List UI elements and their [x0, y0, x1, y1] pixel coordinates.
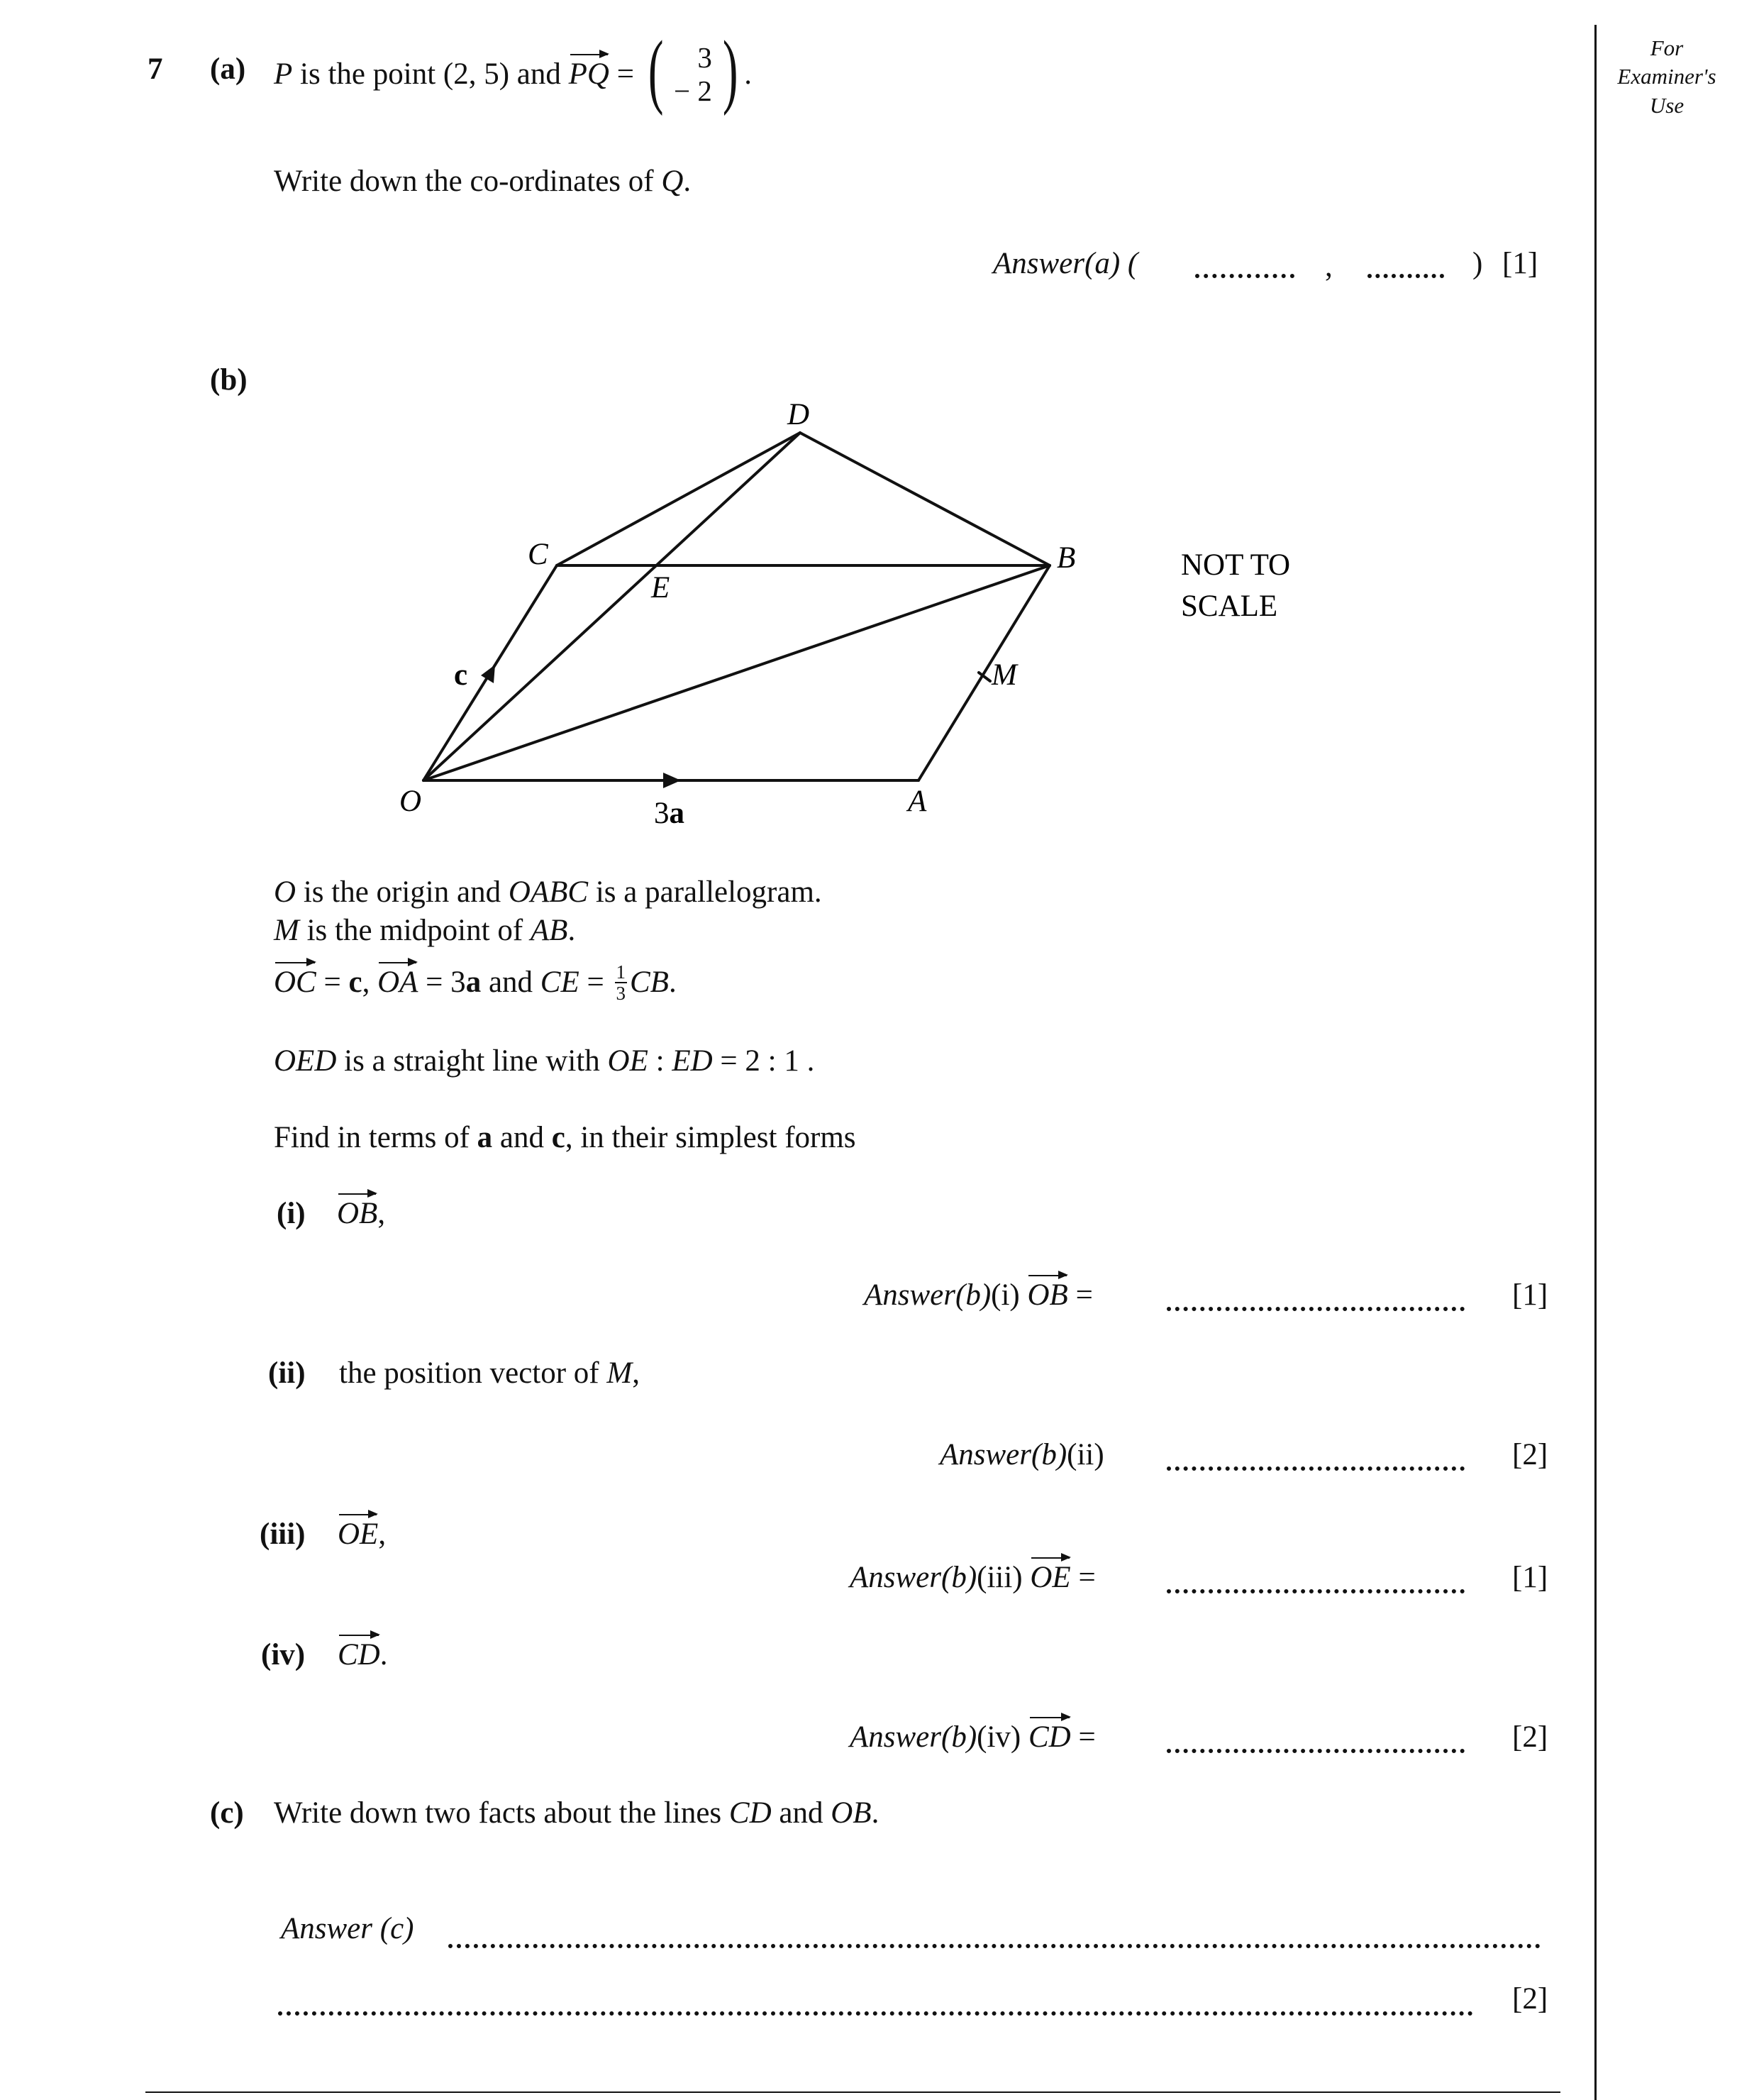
- b-iv-tail: .: [379, 1638, 388, 1671]
- b-ii-question: [339, 1355, 640, 1392]
- b-iii-tail: ,: [378, 1518, 387, 1551]
- midpoint-m: M: [274, 914, 299, 947]
- c-line-ob: OB: [831, 1796, 872, 1830]
- b-i-marks: [1]: [1512, 1278, 1548, 1312]
- vertex-label-e: E: [651, 571, 670, 604]
- answer-a-label: Answer(a) (: [993, 247, 1138, 280]
- vector-label-3a-vector: a: [669, 797, 684, 830]
- b-ii-answer-line[interactable]: [1167, 1466, 1465, 1471]
- arrow-oc: [481, 665, 495, 683]
- vector-c-bold: c: [348, 966, 362, 1000]
- answer-c-label: Answer (c): [281, 1912, 414, 1945]
- point-q: Q: [661, 165, 684, 198]
- b-line-3-end: .: [668, 966, 677, 1000]
- arrow-oa: [663, 773, 681, 788]
- prompt-end: .: [683, 165, 692, 198]
- b-line-3-comma: ,: [362, 966, 378, 1000]
- b-line-3: [274, 961, 677, 1004]
- column-vector-bottom: − 2: [674, 74, 712, 107]
- b-i-answer-label: [864, 1277, 1093, 1314]
- vector-oc: OC: [274, 964, 316, 1001]
- vertex-label-m: M: [992, 658, 1017, 692]
- b-line-3-eq1: =: [316, 966, 349, 1000]
- segment-cb: CB: [630, 966, 669, 1000]
- b-line-2: [274, 912, 575, 949]
- answer-c-line-2[interactable]: [278, 2011, 1473, 2016]
- find-rest: , in their simplest forms: [565, 1121, 856, 1154]
- vertex-label-c: C: [528, 538, 548, 571]
- part-c-question: [274, 1795, 879, 1832]
- b-iv-question: [338, 1637, 387, 1674]
- vector-label-3a: [654, 797, 684, 830]
- b-iv-answer-eq: =: [1070, 1720, 1096, 1754]
- line-ab: [919, 565, 1050, 780]
- shape-oabc: OABC: [508, 875, 589, 909]
- part-a-label: (a): [210, 52, 246, 86]
- b-iv-answer-vector: CD: [1028, 1719, 1071, 1756]
- b-iii-answer-part: (iii): [977, 1561, 1031, 1594]
- b-iii-label: (iii): [260, 1518, 306, 1551]
- b-ii-m: M: [606, 1356, 633, 1390]
- b-i-answer-eq: =: [1067, 1278, 1093, 1312]
- answer-a-comma: ,: [1325, 250, 1333, 283]
- statement-end: .: [744, 57, 752, 92]
- vector-pq: PQ: [569, 56, 609, 93]
- prompt-text: Write down the co-ordinates of: [274, 165, 662, 198]
- not-to-scale-line-1: NOT TO: [1181, 548, 1291, 582]
- part-b-label: (b): [210, 363, 248, 397]
- c-end: .: [871, 1796, 880, 1830]
- b-iii-vector: OE: [338, 1516, 378, 1553]
- part-a-text: is the point (2, 5) and: [292, 57, 569, 92]
- line-ob: [423, 565, 1050, 780]
- b-line-3-and: and: [481, 966, 540, 1000]
- b-iv-answer-line[interactable]: [1167, 1749, 1465, 1753]
- find-c: c: [551, 1121, 565, 1154]
- b-iii-marks: [1]: [1512, 1561, 1548, 1594]
- ratio-oe: OE: [607, 1044, 648, 1078]
- answer-c-line-1[interactable]: [448, 1944, 1541, 1948]
- fraction-numerator: 1: [616, 961, 626, 983]
- b-iv-answer-part: (iv): [977, 1720, 1028, 1754]
- bottom-rule: [145, 2091, 1560, 2093]
- examiner-line-3: Use: [1649, 92, 1685, 118]
- b-line-4-text: is a straight line with: [336, 1044, 608, 1078]
- b-i-answer-prefix: Answer(b): [864, 1278, 992, 1312]
- b-find-instruction: [274, 1120, 856, 1156]
- column-vector-top: 3: [697, 40, 712, 74]
- b-iv-vector: CD: [338, 1637, 380, 1674]
- c-and: and: [771, 1796, 831, 1830]
- b-line-2-end: .: [567, 914, 576, 947]
- vector-a-bold: a: [465, 966, 482, 1000]
- b-i-answer-line[interactable]: [1167, 1307, 1465, 1311]
- b-iv-marks: [2]: [1512, 1720, 1548, 1754]
- b-iii-answer-vector: OE: [1030, 1559, 1070, 1596]
- b-ii-label: (ii): [268, 1356, 306, 1390]
- answer-a-close: ): [1472, 247, 1483, 280]
- vertex-label-a: A: [908, 785, 927, 818]
- b-iii-answer-line[interactable]: [1167, 1589, 1465, 1593]
- b-iv-answer-label: [850, 1719, 1096, 1756]
- b-line-3-eq2: = 3: [418, 966, 466, 1000]
- b-line-1-end: is a parallelogram.: [588, 875, 822, 909]
- b-i-answer-vector: OB: [1027, 1277, 1067, 1314]
- b-iv-answer-prefix: Answer(b): [850, 1720, 977, 1754]
- b-i-vector: OB: [337, 1195, 377, 1232]
- find-text: Find in terms of: [274, 1121, 477, 1154]
- b-i-label: (i): [277, 1197, 306, 1230]
- vector-label-c: c: [454, 658, 468, 692]
- b-iii-question: [338, 1516, 386, 1553]
- fraction-denominator: 3: [616, 983, 626, 1004]
- find-and: and: [492, 1121, 552, 1154]
- b-ii-tail: ,: [632, 1356, 640, 1390]
- examiner-line-1: For: [1650, 35, 1684, 60]
- b-iii-answer-eq: =: [1070, 1561, 1096, 1594]
- find-a: a: [477, 1121, 493, 1154]
- b-i-question: [337, 1195, 385, 1232]
- vertex-label-o: O: [399, 785, 422, 818]
- ratio-ed: ED: [672, 1044, 713, 1078]
- b-line-1-text: is the origin and: [296, 875, 509, 909]
- line-oed: OED: [274, 1044, 337, 1078]
- examiner-line-2: Examiner's: [1617, 64, 1716, 89]
- b-line-1: [274, 874, 822, 911]
- line-od: [423, 433, 800, 780]
- b-i-answer-part: (i): [991, 1278, 1028, 1312]
- column-vector: ( 3 − 2 ): [648, 23, 738, 116]
- b-ii-text: the position vector of: [339, 1356, 607, 1390]
- b-ii-marks: [2]: [1512, 1438, 1548, 1471]
- ratio-value: = 2 : 1 .: [712, 1044, 815, 1078]
- vertex-label-b: B: [1057, 541, 1076, 575]
- origin-o: O: [274, 875, 296, 909]
- point-p: P: [274, 57, 293, 92]
- segment-ab: AB: [530, 914, 568, 947]
- parallelogram-diagram: [0, 0, 1759, 887]
- ratio-colon: :: [648, 1044, 672, 1078]
- fraction-one-third: [615, 962, 628, 1004]
- answer-c-marks: [2]: [1512, 1982, 1548, 2016]
- b-i-tail: ,: [377, 1197, 386, 1230]
- b-iii-answer-label: [850, 1559, 1096, 1596]
- b-line-4: [274, 1043, 814, 1080]
- c-line-cd: CD: [728, 1796, 772, 1830]
- vector-label-3a-coefficient: 3: [654, 797, 670, 830]
- answer-a-marks: [1]: [1502, 247, 1538, 280]
- c-text: Write down two facts about the lines: [274, 1796, 729, 1830]
- not-to-scale-line-2: SCALE: [1181, 590, 1278, 623]
- question-number: 7: [148, 52, 163, 86]
- part-c-label: (c): [210, 1796, 244, 1830]
- b-ii-answer-part: (ii): [1067, 1438, 1104, 1471]
- b-line-3-eq3: =: [579, 966, 612, 1000]
- segment-ce: CE: [540, 966, 579, 1000]
- line-db: [800, 433, 1050, 565]
- b-ii-answer-label: [940, 1437, 1104, 1474]
- b-iv-label: (iv): [261, 1638, 306, 1671]
- vector-oa: OA: [377, 964, 418, 1001]
- b-iii-answer-prefix: Answer(b): [850, 1561, 977, 1594]
- equals-sign: =: [609, 57, 642, 92]
- b-ii-answer-prefix: Answer(b): [940, 1438, 1067, 1471]
- vertex-label-d: D: [787, 398, 810, 431]
- b-line-2-text: is the midpoint of: [299, 914, 531, 947]
